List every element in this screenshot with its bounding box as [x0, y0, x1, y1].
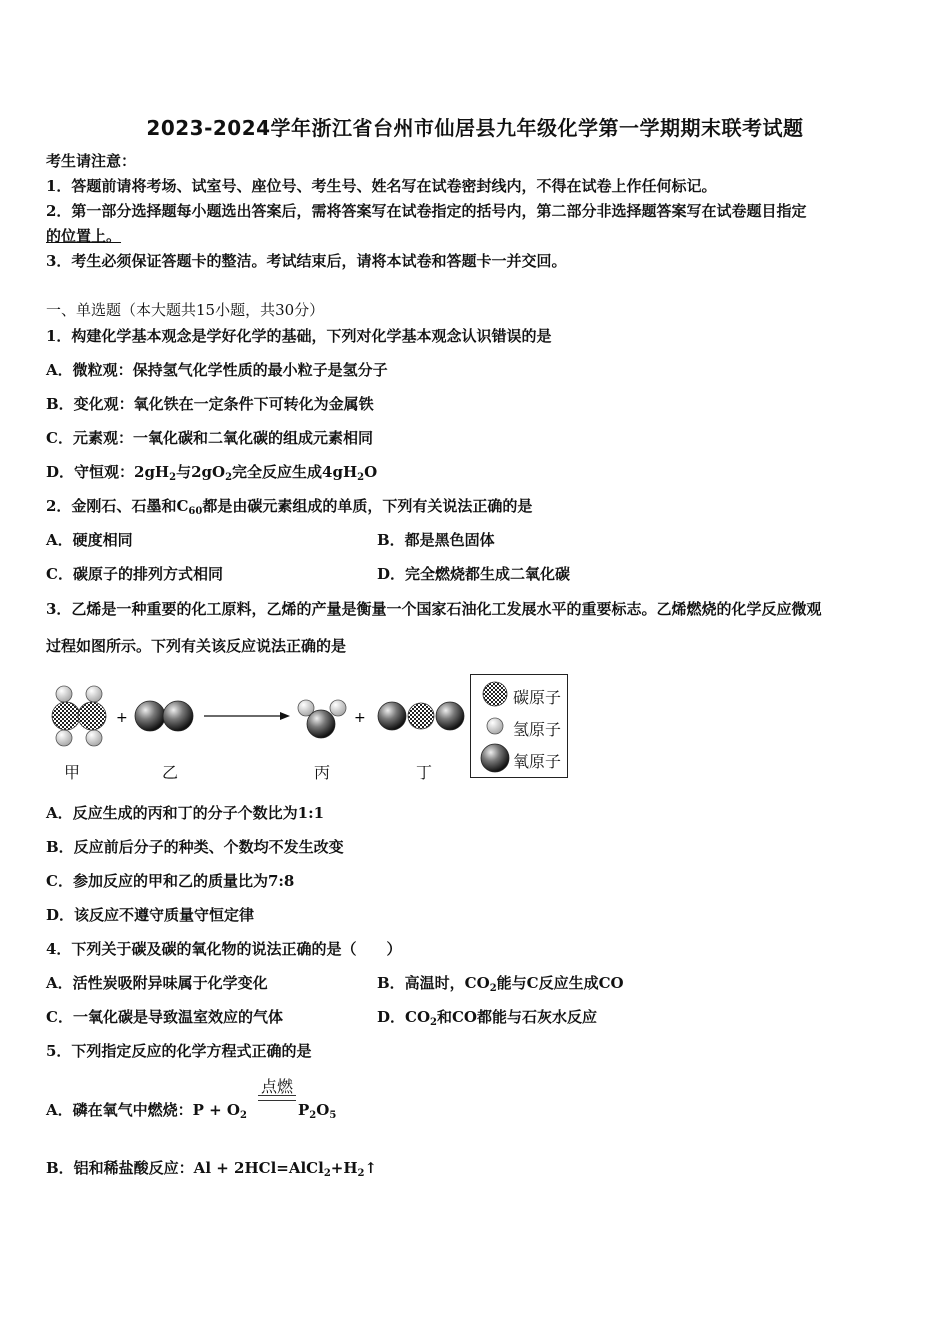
q2-stem: 2．金刚石、石墨和$C_{60}$都是由碳元素组成的单质，下列有关说法正确的是 [46, 497, 533, 517]
q1-option-d: D．守恒观：$2gH_2$与$2gO_2$完全反应生成$4gH_2O$ [46, 463, 378, 483]
legend-hydrogen: 氢原子 [471, 711, 567, 741]
label-yi: 乙 [162, 763, 179, 782]
q2-option-c: C．碳原子的排列方式相同 [46, 565, 223, 583]
plus-sign-1: + [116, 710, 128, 726]
page-title: 2023-2024学年浙江省台州市仙居县九年级化学第一学期期末联考试题 [146, 116, 804, 140]
q5-option-a-products: $P_2O_5$ [298, 1101, 337, 1121]
reaction-equals-sign [258, 1095, 296, 1101]
q4-option-b: B．高温时，$CO_2$能与C反应生成CO [377, 974, 624, 994]
notice-item-2-cont: 的位置上。 [46, 227, 122, 245]
label-jia: 甲 [64, 763, 81, 782]
notice-header: 考生请注意： [46, 152, 137, 170]
q1-option-b: B．变化观：氧化铁在一定条件下可转化为金属铁 [46, 395, 374, 413]
q3-option-b: B．反应前后分子的种类、个数均不发生改变 [46, 838, 344, 856]
plus-sign-2: + [354, 710, 366, 726]
q1-option-c: C．元素观：一氧化碳和二氧化碳的组成元素相同 [46, 429, 373, 447]
section-heading: 一、单选题（本大题共15小题，共30分） [46, 301, 325, 319]
q2-option-b: B．都是黑色固体 [377, 531, 495, 549]
q2-option-d: D．完全燃烧都生成二氧化碳 [377, 565, 571, 583]
molecule-bing [298, 700, 346, 738]
q3-option-a: A．反应生成的丙和丁的分子个数比为1:1 [46, 804, 325, 822]
q1-option-a: A．微粒观：保持氢气化学性质的最小粒子是氢分子 [46, 361, 388, 379]
atom-legend [470, 674, 568, 778]
q5-stem: 5．下列指定反应的化学方程式正确的是 [46, 1042, 312, 1060]
molecule-jia [52, 686, 106, 746]
reaction-arrow [204, 712, 290, 720]
molecule-yi [135, 701, 193, 731]
legend-oxygen: 氧原子 [471, 743, 567, 773]
q3-stem-line1: 3．乙烯是一种重要的化工原料，乙烯的产量是衡量一个国家石油化工发展水平的重要标志。乙烯燃烧的化学反应微观 [46, 600, 822, 618]
hydrogen-atom-icon [477, 711, 513, 741]
q4-option-d: D．$CO_2$和CO都能与石灰水反应 [377, 1008, 597, 1028]
carbon-atom-icon [477, 679, 513, 709]
q4-option-a: A．活性炭吸附异味属于化学变化 [46, 974, 268, 992]
oxygen-atom-icon [477, 742, 513, 774]
legend-carbon: 碳原子 [471, 679, 567, 709]
q2-option-a: A．硬度相同 [46, 531, 133, 549]
label-ding: 丁 [416, 763, 433, 782]
notice-item-2: 2．第一部分选择题每小题选出答案后，需将答案写在试卷指定的括号内，第二部分非选择题答案写在试卷题目指定 [46, 202, 807, 220]
notice-item-1: 1．答题前请将考场、试室号、座位号、考生号、姓名写在试卷密封线内，不得在试卷上作任何标记。 [46, 177, 717, 195]
label-bing: 丙 [314, 763, 331, 782]
q3-stem-line2: 过程如图所示。下列有关该反应说法正确的是 [46, 637, 347, 655]
reaction-condition: 点燃 [260, 1077, 293, 1096]
q5-option-a-reactants: A．磷在氧气中燃烧：$P + O_2$ [46, 1101, 247, 1121]
q4-stem: 4．下列关于碳及碳的氧化物的说法正确的是（ ） [46, 940, 402, 958]
q5-option-b: B．铝和稀盐酸反应：$Al + 2HCl=AlCl_2+H_2↑$ [46, 1159, 378, 1179]
q3-option-d: D．该反应不遵守质量守恒定律 [46, 906, 255, 924]
q4-option-c: C．一氧化碳是导致温室效应的气体 [46, 1008, 283, 1026]
q1-stem: 1．构建化学基本观念是学好化学的基础，下列对化学基本观念认识错误的是 [46, 327, 552, 345]
notice-item-3: 3．考生必须保证答题卡的整洁。考试结束后，请将本试卷和答题卡一并交回。 [46, 252, 567, 270]
molecule-ding [378, 702, 464, 730]
q3-option-c: C．参加反应的甲和乙的质量比为7:8 [46, 872, 295, 890]
